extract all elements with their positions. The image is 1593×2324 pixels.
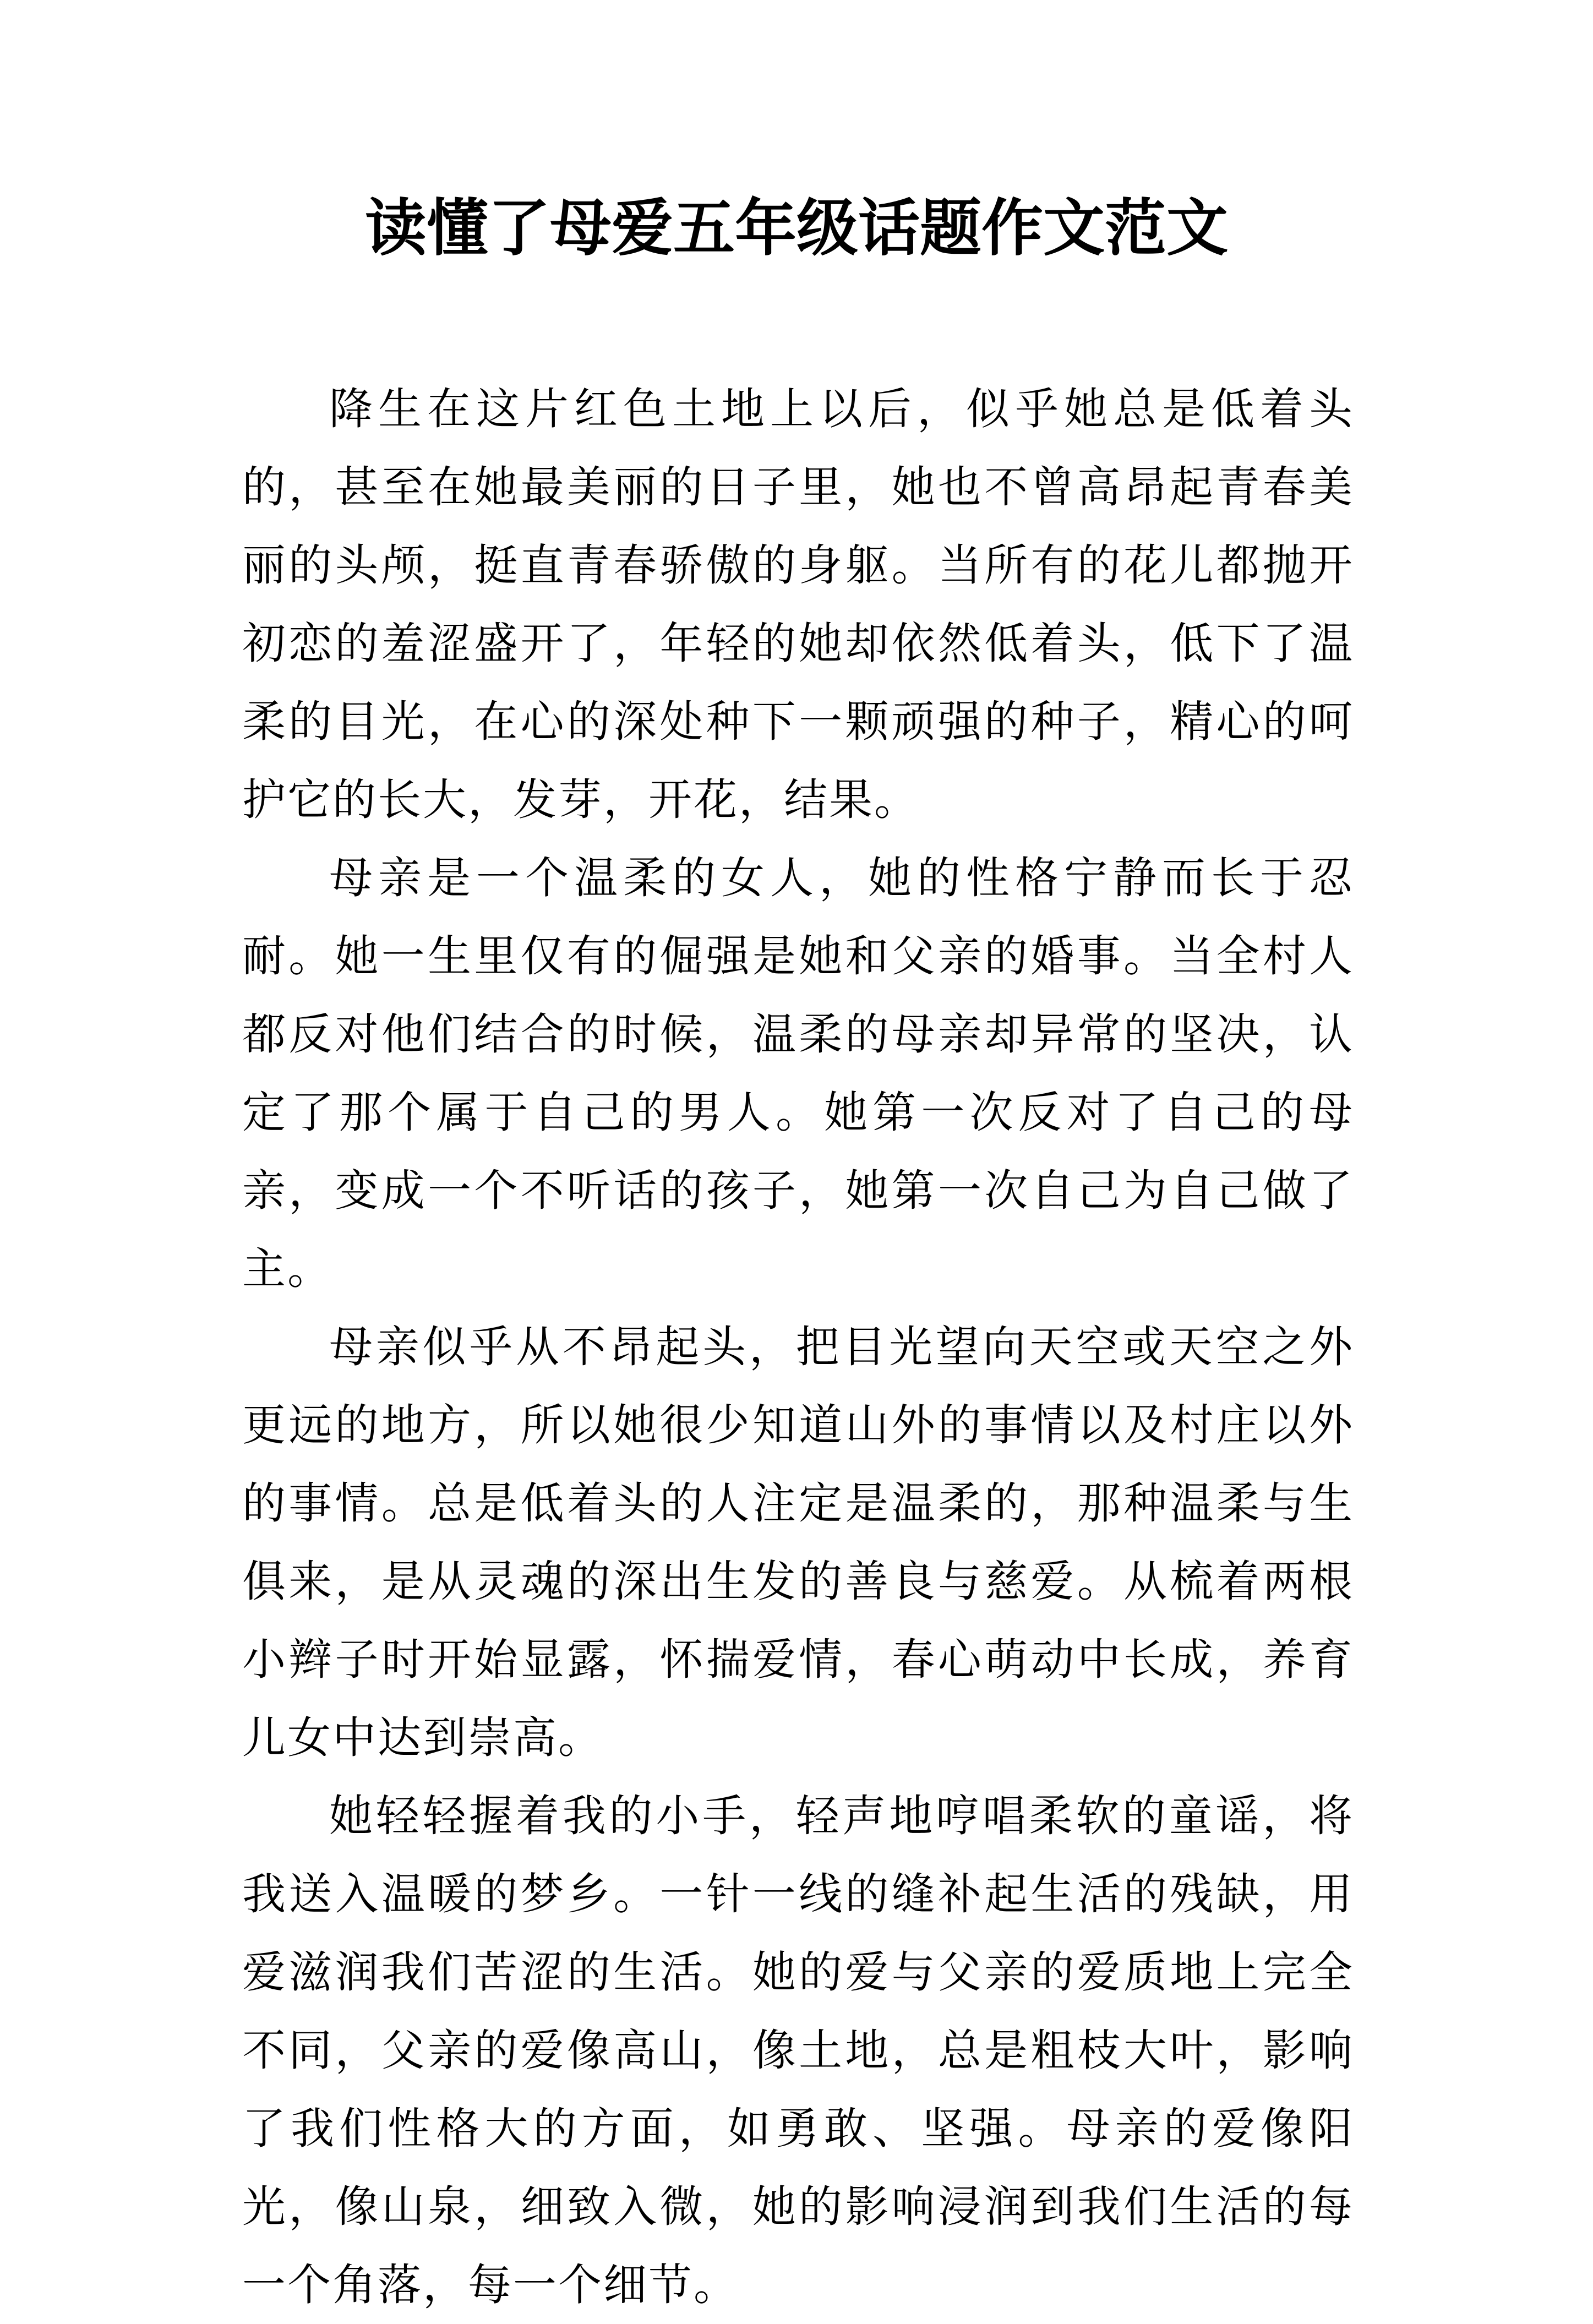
paragraph-1: 降生在这片红色土地上以后，似乎她总是低着头的，甚至在她最美丽的日子里，她也不曾高昂起青春美丽的头颅，挺直青春骄傲的身躯。当所有的花儿都抛开初恋的羞涩盛开了，年轻的她却依然低着头，低下了温柔的目光，在心的深处种下一颗顽强的种子，精心的呵护它的长大，发芽，开花，结果。 [242, 384, 1354, 825]
paragraph-4: 她轻轻握着我的小手，轻声地哼唱柔软的童谣，将我送入温暖的梦乡。一针一线的缝补起生活的残缺，用爱滋润我们苦涩的生活。她的爱与父亲的爱质地上完全不同，父亲的爱像高山，像土地，总是粗枝大叶，影响了我们性格大的方面，如勇敢、坚强。母亲的爱像阳光，像山泉，细致入微，她的影响浸润到我们生活的每一个角落，每一个细节。 [242, 1791, 1354, 2310]
document-title: 读懂了母爱五年级话题作文范文 [365, 192, 1228, 264]
paragraph-2: 母亲是一个温柔的女人，她的性格宁静而长于忍耐。她一生里仅有的倔强是她和父亲的婚事。当全村人都反对他们结合的时候，温柔的母亲却异常的坚决，认定了那个属于自己的男人。她第一次反对了自己的母亲，变成一个不听话的孩子，她第一次自己为自己做了主。 [242, 853, 1354, 1294]
paragraph-3: 母亲似乎从不昂起头，把目光望向天空或天空之外更远的地方，所以她很少知道山外的事情以及村庄以外的事情。总是低着头的人注定是温柔的，那种温柔与生俱来，是从灵魂的深出生发的善良与慈爱。从梳着两根小辫子时开始显露，怀揣爱情，春心萌动中长成，养育儿女中达到崇高。 [242, 1322, 1354, 1763]
document-body [242, 370, 1354, 2324]
